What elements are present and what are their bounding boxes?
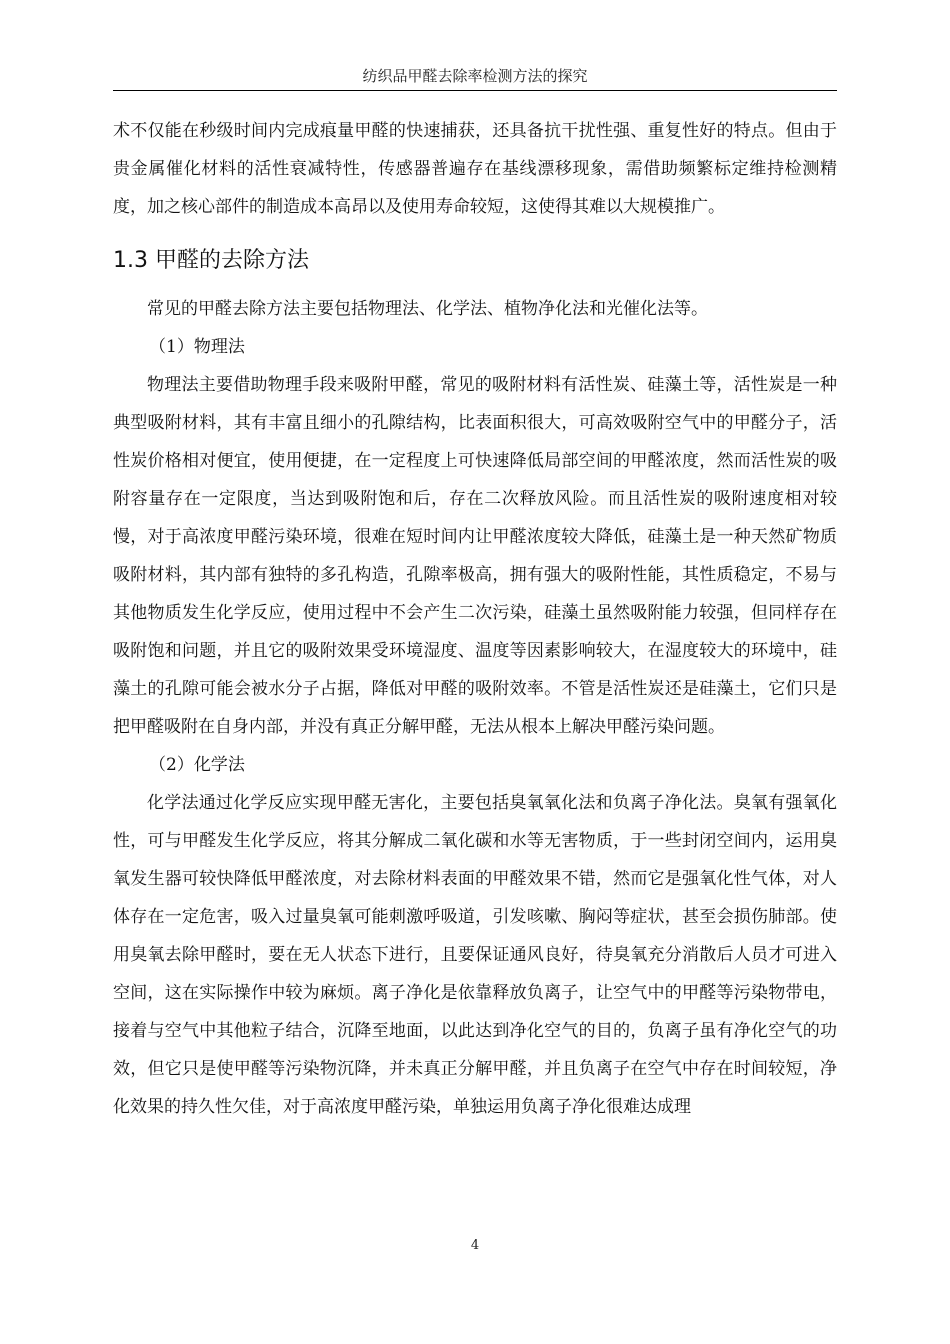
header-title: 纺织品甲醛去除率检测方法的探究 xyxy=(362,67,588,85)
page-header xyxy=(113,60,837,91)
section-intro-paragraph: 常见的甲醛去除方法主要包括物理法、化学法、植物净化法和光催化法等。 xyxy=(147,299,708,319)
page-number: 4 xyxy=(470,1238,480,1253)
physical-method-heading: （1）物理法 xyxy=(149,337,245,357)
chemical-method-paragraph: 化学法通过化学反应实现甲醛无害化，主要包括臭氧氧化法和负离子净化法。臭氧有强氧化性，可与甲醛发生化学反应，将其分解成二氧化碳和水等无害物质，于一些封闭空间内，运用臭氧发生器可较快降低甲醛浓度，对去除材料表面的甲醛效果不错，然而它是强氧化性气体，对人体存在一定危害，吸入过量臭氧可能刺激呼吸道，引发咳嗽、胸闷等症状，甚至会损伤肺部。使用臭氧去除甲醛时，要在无人状态下进行，且要保证通风良好，待臭氧充分消散后人员才可进入空间，这在实际操作中较为麻烦。离子净化是依靠释放负离子，让空气中的甲醛等污染物带电，接着与空气中其他粒子结合，沉降至地面，以此达到净化空气的目的，负离子虽有净化空气的功效，但它只是使甲醛等污染物沉降，并未真正分解甲醛，并且负离子在空气中存在时间较短，净化效果的持久性欠佳，对于高浓度甲醛污染，单独运用负离子净化很难达成理 xyxy=(113,793,837,1117)
intro-paragraph: 术不仅能在秒级时间内完成痕量甲醛的快速捕获，还具备抗干扰性强、重复性好的特点。但由于贵金属催化材料的活性衰减特性，传感器普遍存在基线漂移现象，需借助频繁标定维持检测精度，加之核心部件的制造成本高昂以及使用寿命较短，这使得其难以大规模推广。 xyxy=(113,121,837,217)
chemical-method-heading: （2）化学法 xyxy=(149,755,245,775)
page-body xyxy=(113,112,837,1126)
physical-method-paragraph: 物理法主要借助物理手段来吸附甲醛，常见的吸附材料有活性炭、硅藻土等，活性炭是一种典型吸附材料，其有丰富且细小的孔隙结构，比表面积很大，可高效吸附空气中的甲醛分子，活性炭价格相对便宜，使用便捷，在一定程度上可快速降低局部空间的甲醛浓度，然而活性炭的吸附容量存在一定限度，当达到吸附饱和后，存在二次释放风险。而且活性炭的吸附速度相对较慢，对于高浓度甲醛污染环境，很难在短时间内让甲醛浓度较大降低，硅藻土是一种天然矿物质吸附材料，其内部有独特的多孔构造，孔隙率极高，拥有强大的吸附性能，其性质稳定，不易与其他物质发生化学反应，使用过程中不会产生二次污染，硅藻土虽然吸附能力较强，但同样存在吸附饱和问题，并且它的吸附效果受环境湿度、温度等因素影响较大，在湿度较大的环境中，硅藻土的孔隙可能会被水分子占据，降低对甲醛的吸附效率。不管是活性炭还是硅藻土，它们只是把甲醛吸附在自身内部，并没有真正分解甲醛，无法从根本上解决甲醛污染问题。 xyxy=(113,375,837,737)
section-heading: 1.3 甲醛的去除方法 xyxy=(113,248,309,273)
